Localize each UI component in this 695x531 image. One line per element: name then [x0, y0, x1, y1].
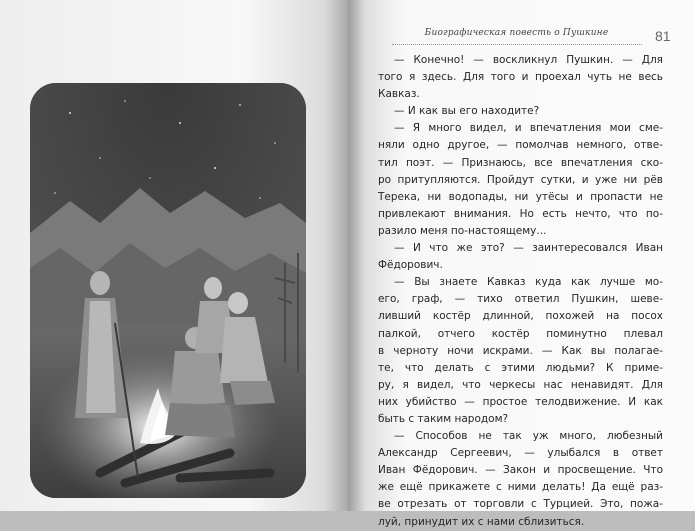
- text-line: Фёдорович.: [378, 259, 443, 272]
- text-line: привлекают внимания. Но есть нечто, что по-: [378, 207, 663, 220]
- text-line: луй, принудит их с нами сблизиться.: [378, 515, 585, 528]
- text-line: няли одно другое, — помолчав немного, отве-: [378, 139, 663, 152]
- text-line: быть с таким народом?: [378, 412, 509, 425]
- left-page: [0, 0, 348, 511]
- illustration-image: [30, 83, 306, 498]
- text-line: них убийство — простое телодвижение. И как: [378, 395, 663, 408]
- text-line: — Конечно! — воскликнул Пушкин. — Для: [394, 54, 663, 66]
- page-number: 81: [655, 28, 671, 44]
- text-line: его, граф, — тихо ответил Пушкин, шеве-: [378, 293, 663, 306]
- running-head: Биографическая повесть о Пушкине: [424, 28, 609, 38]
- header-rule: [392, 44, 642, 45]
- text-line: тил поэт. — Признаюсь, все впечатления ско-: [378, 156, 663, 169]
- text-line: — И что же это? — заинтересовался Иван: [394, 242, 663, 255]
- text-line: Александр Сергеевич, — улыбался в ответ: [378, 447, 663, 460]
- text-line: — Способов не так уж много, любезный: [394, 430, 663, 443]
- text-line: — Вы знаете Кавказ куда как лучше мо-: [394, 276, 663, 289]
- text-line: ливший костёр длинной, похожей на посох: [378, 310, 663, 323]
- text-line: те, что делать с этими людьми? К приме-: [378, 361, 663, 374]
- text-line: того я здесь. Для того и проехал чуть не весь: [378, 71, 663, 84]
- text-line: разило меня по-настоящему...: [378, 224, 547, 237]
- text-line: ро притупляются. Пройдут сутки, и уже ни рёв: [378, 173, 663, 186]
- text-line: же ещё прикажете с ними делать! Да ещё раз-: [378, 481, 663, 494]
- text-line: Кавказ.: [378, 88, 420, 101]
- text-line: Иван Фёдорович. — Закон и просвещение. Что: [378, 464, 663, 477]
- text-line: — Я много видел, и впечатления мои сме-: [394, 122, 663, 135]
- text-line: Терека, ни водопады, ни утёсы и пропасти не: [378, 190, 663, 203]
- text-line: в черноту ночи искрами. — Как вы полагае-: [378, 344, 663, 357]
- text-line: — И как вы его находите?: [394, 105, 540, 118]
- campfire-night-illustration: [30, 83, 306, 498]
- text-line: ру, я видел, что черкесы нас ненавидят. Для: [378, 378, 663, 391]
- text-line: ве отрезать от торговли с Турцией. Это, пожа-: [378, 498, 663, 511]
- body-text: [378, 52, 663, 531]
- text-line: палкой, отчего костёр поминутно плевал: [378, 327, 663, 340]
